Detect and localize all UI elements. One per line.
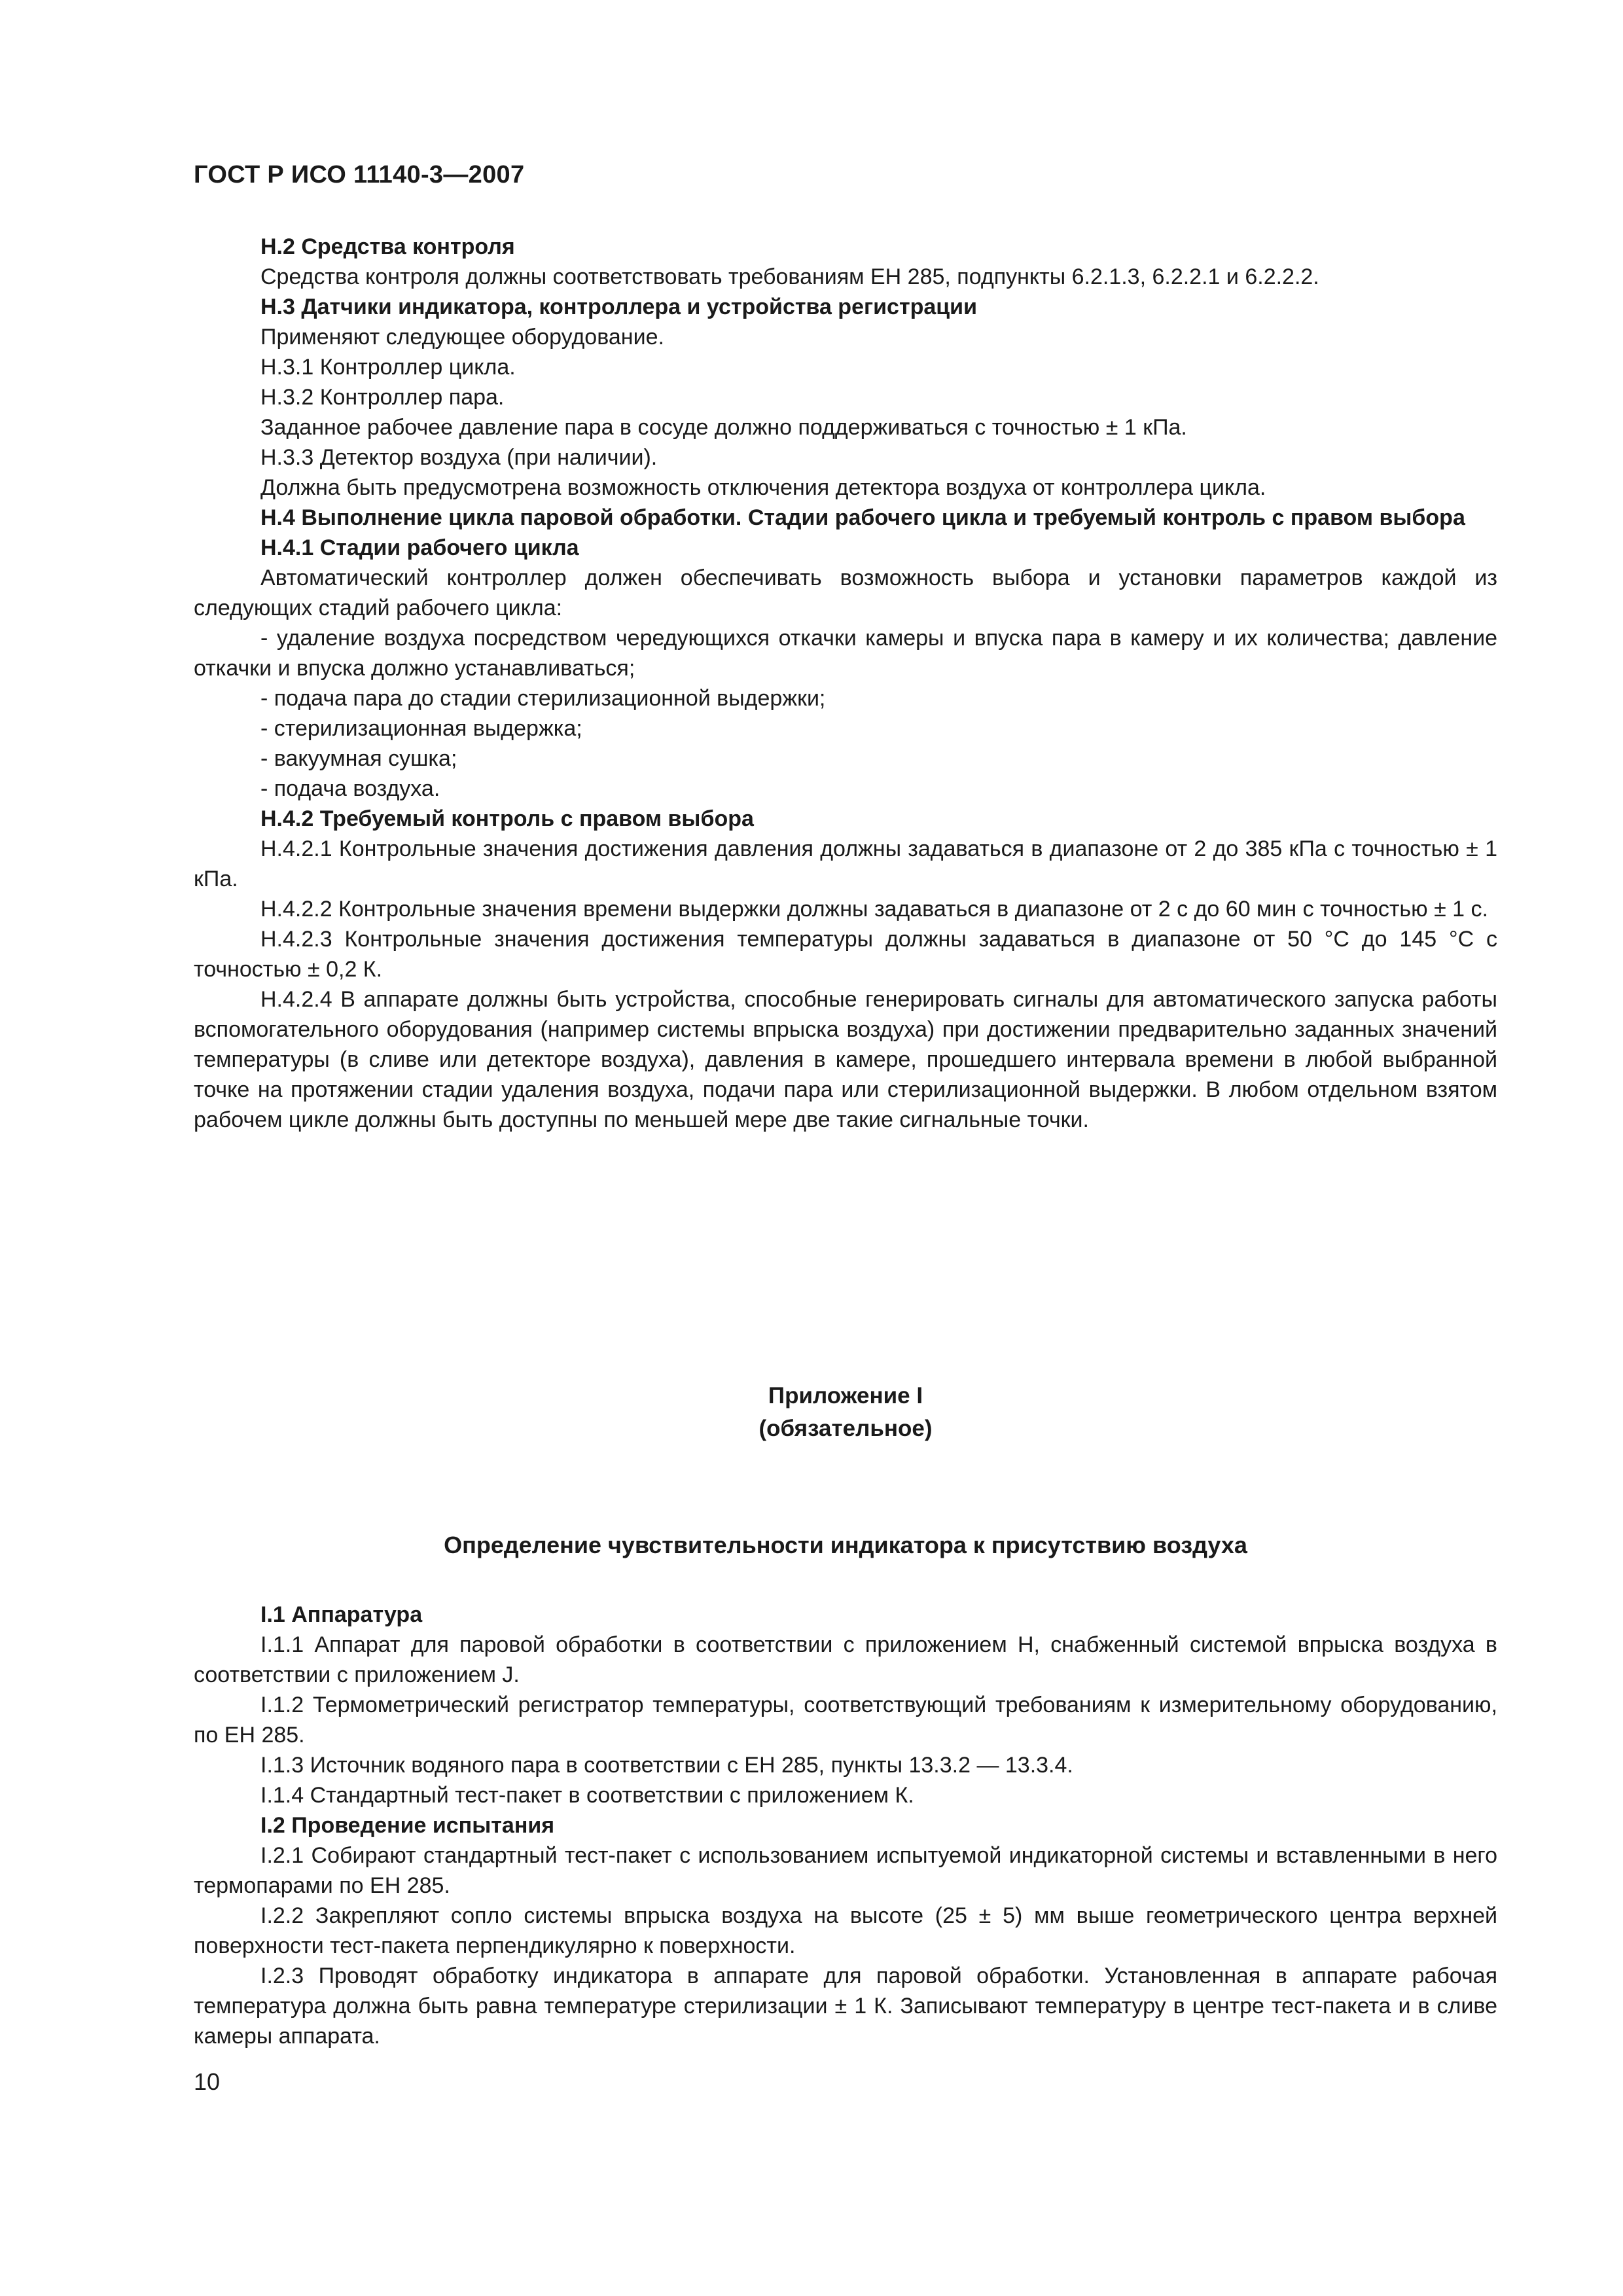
paragraph: I.1.2 Термометрический регистратор температуры, соответствующий требованиям к измерительному оборудованию, по ЕН 285. [194, 1693, 1497, 1748]
section-heading: I.1 Аппаратура [260, 1602, 423, 1627]
paragraph: I.1.3 Источник водяного пара в соответствии с ЕН 285, пункты 13.3.2 — 13.3.4. [260, 1753, 1073, 1778]
section-heading: Н.2 Средства контроля [260, 234, 515, 259]
paragraph: Н.3.3 Детектор воздуха (при наличии). [260, 445, 658, 470]
paragraph: Н.3.1 Контроллер цикла. [260, 355, 516, 380]
appendix-label: Приложение I [768, 1383, 923, 1408]
paragraph: Н.4.2.4 В аппарате должны быть устройства, способные генерировать сигналы для автоматического запуска работы вспомогательного оборудования (например системы впрыска воздуха) при достижении предварительно заданных значений температуры (в сливе или детекторе воздуха), давления в камере, прошедшего интервала времени в любой выбранной точке на протяжении стадии удаления воздуха, подачи пара или стерилизационной выдержки. В любом отдельном взятом рабочем цикле должны быть доступны по меньшей мере две такие сигнальные точки. [194, 987, 1497, 1132]
paragraph: Н.3.2 Контроллер пара. [260, 385, 505, 410]
paragraph: - вакуумная сушка; [260, 746, 457, 771]
paragraph: - стерилизационная выдержка; [260, 716, 582, 741]
paragraph: Средства контроля должны соответствовать требованиям ЕН 285, подпункты 6.2.1.3, 6.2.2.1 и 6.2.2.2. [260, 264, 1319, 289]
paragraph: Автоматический контроллер должен обеспечивать возможность выбора и установки параметров каждой из следующих стадий рабочего цикла: [194, 565, 1497, 620]
paragraph: I.2.3 Проводят обработку индикатора в аппарате для паровой обработки. Установленная в аппарате рабочая температура должна быть равна температуре стерилизации ± 1 К. Записывают температуру в центре тест-пакета и в сливе камеры аппарата. [194, 1964, 1497, 2049]
document-header: ГОСТ Р ИСО 11140-3—2007 [194, 161, 525, 188]
paragraph: I.2.2 Закрепляют сопло системы впрыска воздуха на высоте (25 ± 5) мм выше геометрического центра верхней поверхности тест-пакета перпендикулярно к поверхности. [194, 1903, 1497, 1958]
paragraph: I.1.1 Аппарат для паровой обработки в соответствии с приложением Н, снабженный системой впрыска воздуха в соответствии с приложением J. [194, 1632, 1497, 1687]
paragraph: Н.4.2.3 Контрольные значения достижения температуры должны задаваться в диапазоне от 50 °С до 145 °С с точностью ± 0,2 К. [194, 927, 1497, 982]
section-heading: Н.4.1 Стадии рабочего цикла [260, 535, 579, 560]
paragraph: I.2.1 Собирают стандартный тест-пакет с использованием испытуемой индикаторной системы и вставленными в него термопарами по ЕН 285. [194, 1843, 1497, 1898]
paragraph: I.1.4 Стандартный тест-пакет в соответствии с приложением К. [260, 1783, 914, 1808]
section-h-body [194, 232, 1497, 1135]
appendix-status: (обязательное) [758, 1416, 933, 1441]
appendix-title: Определение чувствительности индикатора к присутствию воздуха [444, 1532, 1247, 1558]
section-heading: Н.4.2 Требуемый контроль с правом выбора [260, 806, 754, 831]
paragraph: Н.4.2.1 Контрольные значения достижения давления должны задаваться в диапазоне от 2 до 385 кПа с точностью ± 1 кПа. [194, 836, 1497, 891]
paragraph: - подача воздуха. [260, 776, 440, 801]
appendix-heading [194, 1380, 1497, 1445]
section-i-body [194, 1600, 1497, 2051]
section-heading: Н.4 Выполнение цикла паровой обработки. Стадии рабочего цикла и требуемый контроль с правом выбора [260, 505, 1465, 530]
paragraph: Н.4.2.2 Контрольные значения времени выдержки должны задаваться в диапазоне от 2 с до 60 мин с точностью ± 1 с. [260, 897, 1488, 922]
paragraph: Заданное рабочее давление пара в сосуде должно поддерживаться с точностью ± 1 кПа. [260, 415, 1187, 440]
section-heading: Н.3 Датчики индикатора, контроллера и устройства регистрации [260, 295, 977, 319]
section-heading: I.2 Проведение испытания [260, 1813, 555, 1838]
page-number: 10 [194, 2068, 221, 2095]
paragraph: - подача пара до стадии стерилизационной выдержки; [260, 686, 826, 711]
paragraph: - удаление воздуха посредством чередующихся откачки камеры и впуска пара в камеру и их количества; давление откачки и впуска должно устанавливаться; [194, 626, 1497, 681]
paragraph: Должна быть предусмотрена возможность отключения детектора воздуха от контроллера цикла. [260, 475, 1266, 500]
paragraph: Применяют следующее оборудование. [260, 325, 664, 350]
